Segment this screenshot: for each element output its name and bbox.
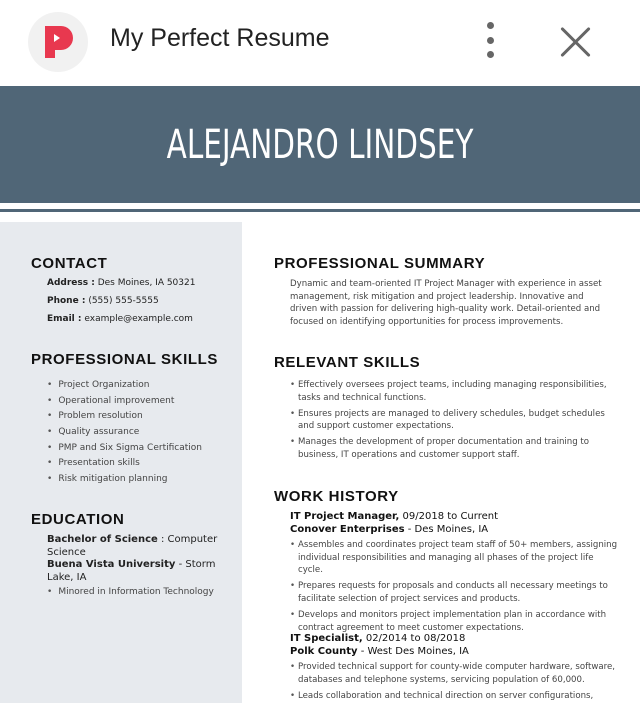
app-logo [28, 12, 88, 72]
list-item: • Risk mitigation planning [47, 472, 202, 488]
more-vertical-icon[interactable] [478, 22, 502, 58]
education-school [47, 559, 227, 584]
education-heading: EDUCATION [31, 511, 125, 528]
school-location: - Storm Lake, IA [47, 559, 216, 583]
address-label: Address : [47, 278, 95, 288]
list-item: • Quality assurance [47, 425, 202, 441]
list-item: • Develops and monitors project implementation plan in accordance with contract agreement to meet customer expectations. [290, 609, 620, 634]
job-company-line [290, 646, 469, 657]
summary-text: Dynamic and team-oriented IT Project Manager with experience in asset management, risk mitigation and project leadership. Innovative and driven with passion for delivering high-quality work. Detail-oriented and focused on identifying opportunities for process improvements. [290, 279, 602, 327]
logo-icon [41, 24, 75, 60]
job-title-line [290, 511, 498, 522]
list-item: • Manages the development of proper documentation and training to business, IT operations and customer support staff. [290, 436, 620, 461]
professional-skills-list [47, 378, 202, 488]
email-label: Email : [47, 314, 82, 324]
job-location: - Des Moines, IA [404, 524, 489, 535]
list-item: • Ensures projects are managed to delivery schedules, budget schedules and support customer expectations. [290, 408, 620, 433]
email-value: example@example.com [84, 314, 193, 324]
professional-skills-heading: PROFESSIONAL SKILLS [31, 351, 218, 368]
work-history-heading: WORK HISTORY [274, 488, 399, 505]
education-minor: • Minored in Information Technology [47, 587, 214, 597]
app-bar [0, 0, 640, 86]
contact-phone [47, 296, 159, 306]
list-item: • Provided technical support for county-wide computer hardware, software, databases and telephone systems, servicing population of 60,000. [290, 661, 620, 686]
relevant-skills-list [290, 379, 620, 465]
contact-address [47, 278, 195, 288]
school: Buena Vista University [47, 559, 176, 570]
address-value: Des Moines, IA 50321 [97, 278, 196, 288]
job-title: IT Specialist, [290, 633, 363, 644]
list-item: • Project Organization [47, 378, 202, 394]
contact-email [47, 314, 193, 324]
education-degree [47, 534, 227, 559]
job-title: IT Project Manager, [290, 511, 400, 522]
job-title-line [290, 633, 465, 644]
phone-label: Phone : [47, 296, 86, 306]
list-item: • PMP and Six Sigma Certification [47, 441, 202, 457]
divider [0, 212, 640, 222]
resume-header [0, 86, 640, 203]
job-company: Conover Enterprises [290, 524, 405, 535]
job-company: Polk County [290, 646, 358, 657]
degree-field: : Computer Science [47, 534, 218, 558]
job-bullets [290, 539, 620, 638]
list-item: • Presentation skills [47, 456, 202, 472]
degree: Bachelor of Science [47, 534, 158, 545]
phone-value: (555) 555-5555 [88, 296, 159, 306]
list-item: • Effectively oversees project teams, including managing responsibilities, tasks and technical functions. [290, 379, 620, 404]
contact-heading: CONTACT [31, 255, 108, 272]
relevant-skills-heading: RELEVANT SKILLS [274, 354, 421, 371]
list-item: • Assembles and coordinates project team staff of 50+ members, assigning individual responsibilities and managing all phases of the project life cycle. [290, 539, 620, 577]
close-icon[interactable] [560, 26, 592, 58]
list-item: • Prepares requests for proposals and conducts all necessary meetings to facilitate selection of project services and products. [290, 580, 620, 605]
list-item: • Leads collaboration and technical direction on server configurations, [290, 690, 620, 703]
list-item: • Problem resolution [47, 409, 202, 425]
summary-heading: PROFESSIONAL SUMMARY [274, 255, 486, 272]
job-dates: 09/2018 to Current [399, 511, 499, 522]
job-location: - West Des Moines, IA [357, 646, 469, 657]
list-item: • Operational improvement [47, 394, 202, 410]
resume-name: ALEJANDRO LINDSEY [166, 121, 474, 168]
job-dates: 02/2014 to 08/2018 [362, 633, 466, 644]
job-bullets [290, 661, 620, 706]
app-title: My Perfect Resume [110, 24, 330, 52]
job-company-line [290, 524, 488, 535]
